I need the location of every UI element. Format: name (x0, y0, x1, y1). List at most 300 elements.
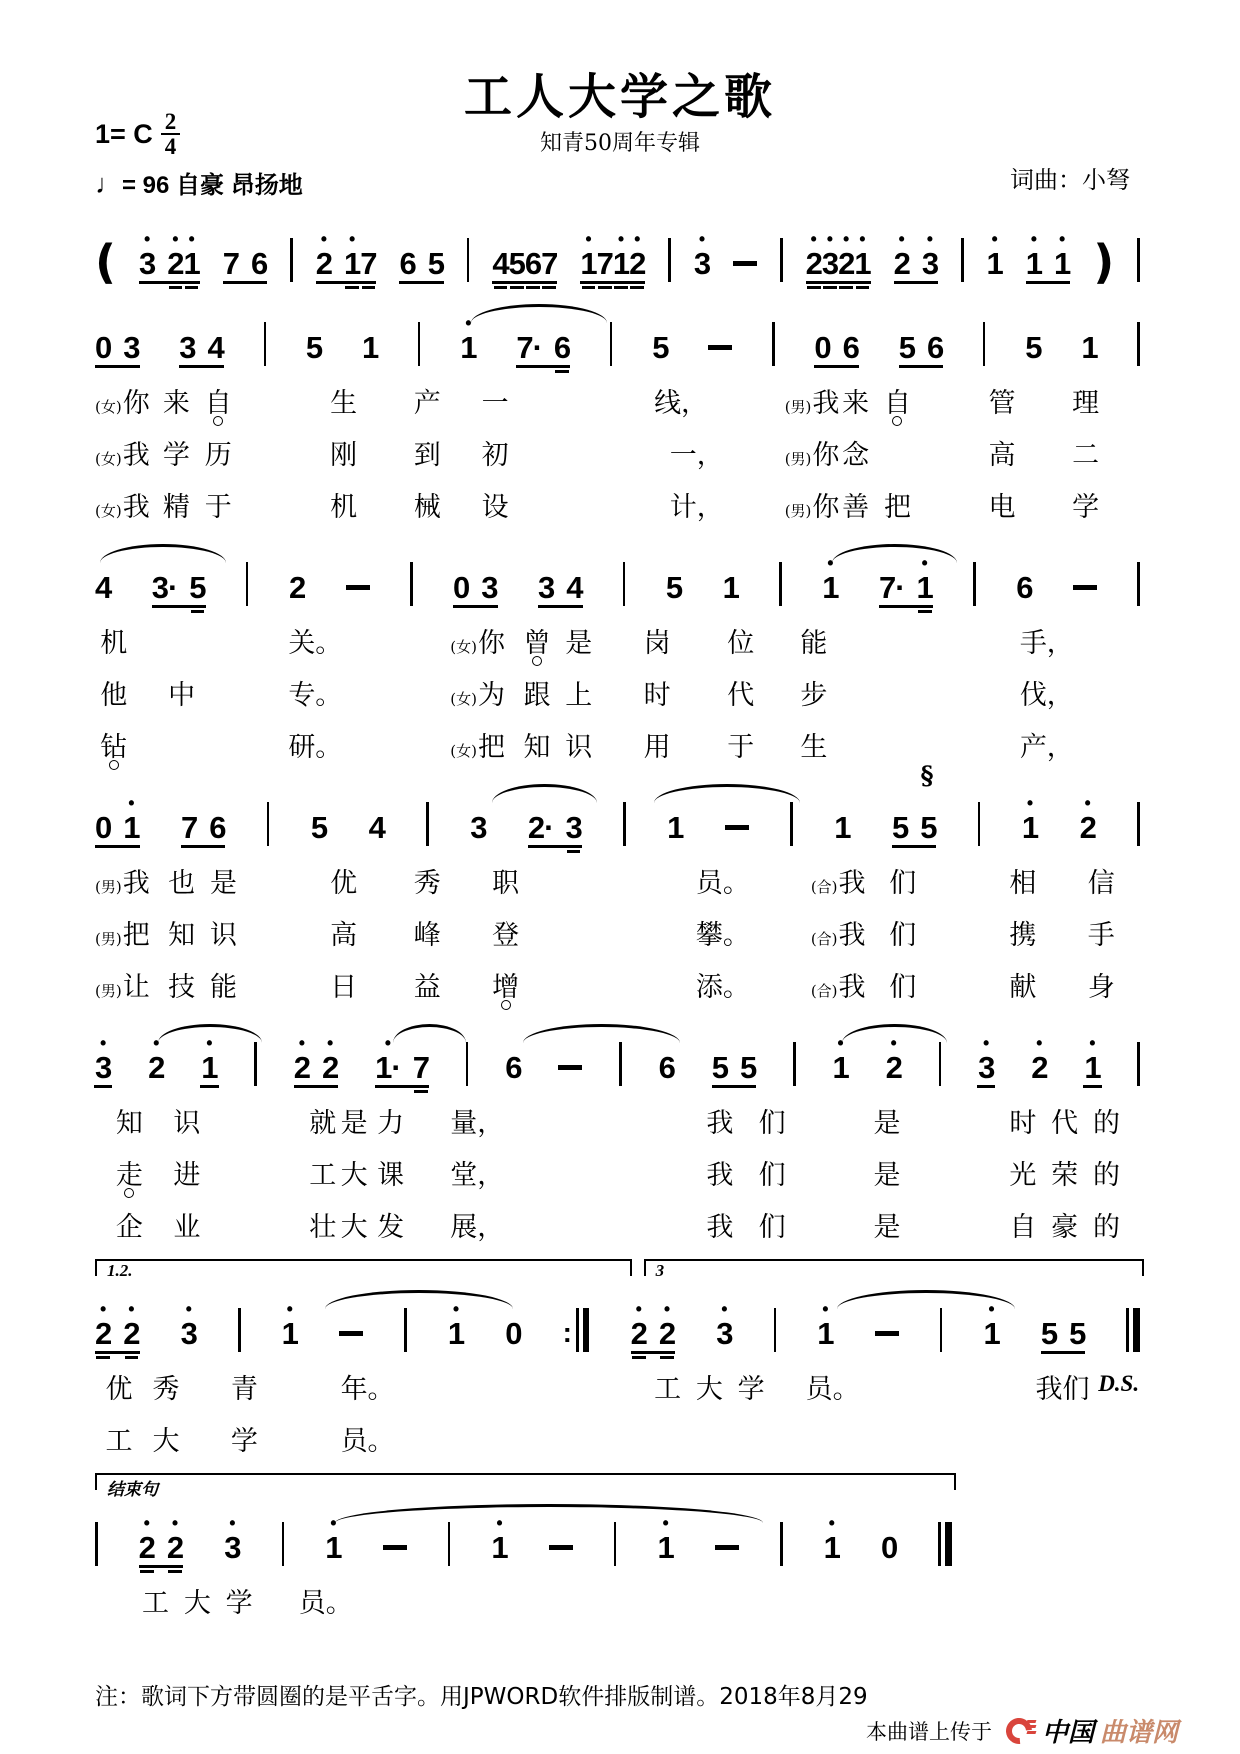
note-digit: 2 (138, 1530, 155, 1565)
lyric-char: 信 (1087, 868, 1115, 899)
beamed-group (516, 318, 570, 373)
note (138, 1513, 155, 1573)
barline (619, 1042, 622, 1086)
note-digit: 6 (1016, 570, 1033, 605)
lyric-char: 献 (1009, 972, 1037, 1003)
lyric-row (95, 1411, 1140, 1463)
volta-bracket (644, 1259, 1144, 1280)
beamed-group (315, 229, 377, 289)
lyric-char: 为 (478, 680, 506, 711)
lyric-syllable (696, 1367, 723, 1406)
note (1021, 793, 1039, 853)
underline-zone (881, 1564, 897, 1573)
note-digit: 1 (722, 570, 739, 605)
lyric-char: 你 (478, 628, 506, 659)
octave-dot: • (452, 1299, 460, 1319)
lyric-syllable (205, 485, 232, 524)
lyric-syllable (1072, 485, 1099, 524)
subtitle: 知青50周年专辑 (540, 131, 700, 156)
lyric-syllable (874, 1101, 901, 1140)
lyric-char: 初 (481, 440, 509, 471)
lyric-char: 上 (565, 680, 593, 711)
note (541, 234, 557, 289)
lyric-char: 历 (204, 440, 232, 471)
octave-dot: • (617, 229, 625, 249)
lyric-char: 识 (209, 920, 237, 951)
octave-dot: • (1026, 793, 1034, 813)
underline-zone (832, 1084, 848, 1093)
lyric-char: 识 (173, 1108, 201, 1139)
lyric-char: 产 (413, 388, 441, 419)
note (460, 313, 477, 373)
barline (1137, 322, 1140, 366)
lyric-char: 我 (122, 868, 150, 899)
note-digit: 1 (1054, 246, 1071, 281)
lyric-syllable (341, 1367, 395, 1406)
lyric-char: 能 (800, 628, 828, 659)
open-paren: ( (95, 235, 117, 289)
lyric-syllable (1093, 1153, 1120, 1192)
octave-dot: • (634, 229, 641, 249)
octave-dot: • (926, 229, 934, 249)
beamed-group (95, 1299, 140, 1359)
underline-zone (413, 1084, 429, 1093)
note-digit: 5 (898, 330, 915, 365)
underline-zone (95, 364, 111, 373)
lyric-char: 力 (377, 1108, 405, 1139)
lyric-syllable (482, 381, 509, 420)
underline-zone (306, 364, 322, 373)
note (123, 318, 139, 373)
underline-zone (1080, 844, 1096, 853)
lyric-syllable (727, 621, 754, 660)
lyric-syllable (1072, 381, 1099, 420)
lyric-syllable (341, 1101, 368, 1140)
lyric-char: 课 (377, 1160, 405, 1191)
lyric-syllable (565, 621, 592, 660)
quarter-note-icon: ♩ (95, 169, 122, 199)
note (838, 229, 855, 289)
lyric-char: 生 (330, 388, 358, 419)
lyric-char: 们 (889, 920, 917, 951)
lyric-syllable (173, 1205, 200, 1244)
underline-zone (325, 1564, 341, 1573)
lyric-syllable (95, 861, 150, 900)
lyric-char: 工 (105, 1426, 133, 1457)
underline-zone (1016, 604, 1032, 613)
octave-dot: • (662, 1513, 669, 1533)
underline-zone (613, 280, 629, 289)
underline-zone (1054, 280, 1070, 289)
note (189, 558, 205, 613)
barline (404, 1308, 407, 1352)
lyric-syllable (168, 861, 195, 900)
lyric-char: 大 (695, 1374, 723, 1405)
lyric-syllable (377, 1101, 404, 1140)
octave-dot: • (837, 1033, 844, 1053)
lyric-syllable (806, 1367, 860, 1406)
note-digit: 0 (881, 1530, 898, 1565)
lyric-row (95, 1093, 1140, 1145)
underline-zone (152, 604, 178, 613)
lyric-char: 学 (737, 1374, 765, 1405)
lyric-char: 工 (309, 1160, 337, 1191)
lyric-char: 们 (758, 1212, 786, 1243)
lyric-char: 的 (1092, 1212, 1120, 1243)
note-digit: 1 (447, 1316, 465, 1351)
lyric-syllable (1051, 1205, 1078, 1244)
lyric-char: 们 (758, 1108, 786, 1139)
close-paren: ) (1093, 235, 1115, 289)
footnote: 注：歌词下方带圆圈的是平舌字。用JPWORD软件排版制谱。2018年8月29 (95, 1684, 868, 1710)
lyric-char: 我 (838, 868, 866, 899)
lyric-syllable (654, 1367, 681, 1406)
note-digit: 3 (123, 330, 140, 365)
barline (264, 322, 267, 366)
lyric-syllable (168, 913, 195, 952)
beamed-group (152, 558, 206, 613)
lyric-char: 钻 (100, 725, 127, 764)
lyric-char: 精 (162, 492, 190, 523)
music-system (95, 761, 1140, 1009)
lyric-char: 是 (565, 628, 593, 659)
underline-zone (123, 364, 139, 373)
underline-zone (659, 1350, 675, 1359)
underline-zone (666, 604, 682, 613)
lyric-syllable (670, 433, 724, 472)
lyric-char: 机 (100, 628, 128, 659)
lyric-char: 我 (706, 1160, 734, 1191)
lyric-syllable (874, 1205, 901, 1244)
lyric-syllable (288, 673, 342, 712)
note (95, 558, 111, 613)
note-digit: 4 (368, 810, 385, 845)
note-digit: 1· (375, 1050, 401, 1085)
lyric-char: 我 (122, 440, 150, 471)
octave-dot: • (635, 1299, 642, 1319)
note-digit: 2 (885, 1050, 902, 1085)
lyric-char: 是 (873, 1108, 901, 1139)
lyric-syllable (116, 1153, 143, 1192)
barline (282, 1522, 285, 1566)
beamed-group (375, 1033, 429, 1093)
barline (1137, 562, 1140, 606)
lyric-syllable (450, 621, 505, 660)
note (658, 1299, 676, 1359)
note-digit: 1 (201, 1050, 218, 1085)
duration-dash (1073, 585, 1097, 590)
lyric-char: 你 (812, 492, 840, 523)
lyric-char: 计， (669, 492, 724, 523)
note-digit: 3 (95, 1050, 112, 1085)
note-digit: 2· (527, 810, 554, 845)
lyric-syllable (1009, 861, 1036, 900)
lyric-syllable (482, 485, 509, 524)
octave-dot: • (1084, 793, 1091, 813)
note (315, 229, 332, 289)
note-digit: 4 (207, 330, 224, 365)
note-digit: 2 (1031, 1050, 1048, 1085)
note (1069, 1304, 1085, 1359)
underline-zone (223, 280, 239, 289)
note-digit: 7 (360, 246, 377, 281)
octave-dot: • (465, 313, 472, 333)
lyric-char: 曾 (523, 621, 550, 660)
lyric-syllable (1009, 1205, 1036, 1244)
duration-dash (733, 261, 757, 266)
note-digit: 7 (180, 810, 198, 845)
barline (410, 562, 413, 606)
note (629, 229, 646, 289)
duration-dash (708, 345, 732, 350)
lyric-syllable (163, 485, 190, 524)
lyric-char: 学 (225, 1588, 253, 1619)
lyric-char: 把 (122, 920, 150, 951)
lyric-char: 善 (842, 492, 870, 523)
note (652, 318, 668, 373)
lyric-char: 登 (492, 920, 520, 951)
lyric-syllable (330, 381, 357, 420)
voice-tag: (合) (810, 930, 838, 948)
beamed-group (538, 558, 583, 613)
note-digit: 1 (983, 1316, 1000, 1351)
beamed-group (399, 234, 444, 289)
underline-zone (894, 280, 910, 289)
octave-dot: • (229, 1513, 236, 1533)
note (447, 1299, 465, 1359)
lyric-char: 豪 (1051, 1212, 1079, 1243)
lyric-char: 是 (340, 1108, 368, 1139)
lyric-char: 他 (100, 680, 128, 711)
lyric-syllable (1009, 913, 1036, 952)
note (492, 234, 508, 289)
lyric-row (95, 665, 1140, 717)
lyric-char: 设 (481, 492, 509, 523)
note (167, 229, 184, 289)
duration-dash (339, 1331, 363, 1336)
lyric-char: 工 (142, 1588, 170, 1619)
note-digit: 1 (491, 1530, 508, 1565)
lyric-syllable (1020, 673, 1074, 712)
lyric-char: 时 (1009, 1108, 1037, 1139)
lyric-char: 携 (1009, 920, 1037, 951)
lyric-char: 伐， (1019, 680, 1074, 711)
note-digit: 3 (821, 246, 839, 281)
lyric-char: 知 (523, 732, 551, 763)
lyric-char: 企 (115, 1212, 143, 1243)
lyric-row (95, 905, 1140, 957)
beamed-group (492, 234, 557, 289)
lyric-char: 量， (450, 1108, 505, 1139)
octave-dot: • (99, 1033, 107, 1053)
lyric-syllable (100, 725, 127, 764)
note (1025, 229, 1043, 289)
lyric-syllable (492, 913, 519, 952)
lyric-char: 机 (330, 492, 358, 523)
lyric-char: 大 (340, 1160, 368, 1191)
barline (1137, 238, 1140, 282)
note-digit: 2 (805, 246, 822, 281)
lyric-char: 增 (492, 965, 519, 1004)
note-digit: 5 (427, 246, 444, 281)
note (612, 229, 630, 289)
lyric-char: 技 (168, 972, 196, 1003)
note-digit: 0 (95, 810, 112, 845)
note-digit: 1 (1081, 330, 1098, 365)
underline-zone (631, 1350, 647, 1359)
note (899, 318, 915, 373)
repeat-dots: : (562, 1317, 572, 1348)
note (716, 1299, 733, 1359)
note-digit: 3 (538, 570, 555, 605)
lyric-syllable (785, 485, 840, 524)
lyric-syllable (100, 621, 127, 660)
bar-thin (576, 1308, 579, 1352)
lyric-syllable (116, 1101, 143, 1140)
underline-zone (920, 844, 936, 853)
lyric-syllable (288, 725, 342, 764)
underline-zone (95, 1350, 111, 1359)
bar-thin (938, 1522, 941, 1566)
note (293, 1033, 310, 1093)
site-logo-icon (1006, 1716, 1036, 1746)
note (208, 318, 224, 373)
note-digit: 2 (95, 1316, 112, 1351)
lyric-char: 日 (330, 972, 358, 1003)
underline-zone (806, 280, 822, 289)
voice-tag: (女) (450, 638, 478, 656)
music-system (95, 1463, 1140, 1625)
octave-dot: • (921, 553, 928, 573)
note (832, 1033, 849, 1093)
bar-thick (1133, 1308, 1140, 1352)
segno-icon: § (920, 761, 934, 790)
note (1025, 318, 1041, 373)
lyric-char: 我 (838, 920, 866, 951)
octave-dot: • (143, 1513, 150, 1533)
lyric-char: 峰 (413, 920, 441, 951)
lyric-char: 是 (873, 1212, 901, 1243)
lyric-syllable (341, 1205, 368, 1244)
note (139, 229, 156, 289)
octave-dot: • (1089, 1033, 1096, 1053)
lyric-syllable (988, 381, 1015, 420)
time-signature (161, 110, 181, 158)
note (1031, 1033, 1048, 1093)
octave-dot: • (384, 1033, 392, 1053)
underline-zone (322, 1084, 338, 1093)
lyric-syllable (152, 1419, 179, 1458)
note (369, 798, 385, 853)
beamed-group (893, 229, 939, 289)
underline-zone (716, 1350, 732, 1359)
note-digit: 4 (95, 570, 112, 605)
lyric-syllable (95, 913, 150, 952)
note-digit: 2 (1079, 810, 1096, 845)
lyric-char: 高 (330, 920, 358, 951)
lyric-char: 员。 (298, 1588, 353, 1619)
octave-dot: • (890, 1033, 897, 1053)
lyric-syllable (1072, 433, 1099, 472)
lyric-syllable (696, 913, 750, 952)
lyric-syllable (565, 725, 592, 764)
note-digit: 2 (322, 1050, 339, 1085)
lyric-char: 我 (812, 388, 840, 419)
lyric-row (95, 1573, 1140, 1625)
beamed-group (181, 798, 226, 853)
note (509, 234, 525, 289)
note-row (95, 1480, 952, 1573)
lyric-syllable (800, 673, 827, 712)
lyric-syllable (706, 1153, 733, 1192)
note-digit: 1 (460, 330, 477, 365)
note (1084, 1033, 1101, 1093)
lyric-char: 关。 (288, 628, 343, 659)
voice-tag: (男) (784, 398, 812, 416)
lyric-char: 理 (1072, 388, 1100, 419)
lyric-syllable (492, 965, 519, 1004)
underline-zone (822, 280, 838, 289)
final-barline (1126, 1308, 1140, 1359)
note-digit: 6 (658, 1050, 675, 1085)
lyric-syllable (105, 1367, 132, 1406)
note-digit: 7 (596, 246, 613, 281)
note-digit: 2 (167, 246, 184, 281)
underline-zone (1025, 364, 1041, 373)
underline-zone (344, 280, 360, 289)
underline-zone (1069, 1350, 1085, 1359)
key-signature (95, 110, 180, 158)
lyric-char: 电 (988, 492, 1016, 523)
note (95, 798, 111, 853)
underline-zone (879, 604, 905, 613)
lyric-char: 来 (162, 388, 190, 419)
underline-zone (892, 844, 908, 853)
barline (418, 322, 421, 366)
header (0, 0, 1240, 205)
underline-zone (814, 364, 830, 373)
underline-zone (139, 280, 155, 289)
lyric-char: 位 (727, 628, 755, 659)
lyric-char: 大 (340, 1212, 368, 1243)
note (95, 1033, 112, 1093)
lyric-char: D.S. (1098, 1371, 1140, 1396)
lyric-char: 二 (1072, 440, 1100, 471)
volta-label: 3 (655, 1261, 665, 1280)
note-digit: 3 (978, 1050, 995, 1085)
note-digit: 6 (553, 330, 571, 365)
lyric-syllable (874, 1153, 901, 1192)
barline (790, 802, 793, 846)
note-digit: 2 (838, 246, 855, 281)
lyric-syllable (231, 1367, 258, 1406)
lyric-syllable (184, 1581, 211, 1620)
lyric-char: 于 (727, 732, 755, 763)
lyric-syllable (205, 433, 232, 472)
lyric-char: 高 (988, 440, 1016, 471)
note-digit: 5 (920, 810, 937, 845)
note-digit: 1 (822, 570, 839, 605)
lyric-row (95, 1359, 1140, 1411)
beamed-group (95, 793, 140, 853)
note-row (95, 313, 1140, 373)
note-digit: 1 (183, 246, 200, 281)
beamed-group (293, 1033, 339, 1093)
underline-zone (917, 604, 933, 613)
beamed-group (805, 229, 871, 289)
lyric-syllable (785, 433, 840, 472)
octave-dot: • (128, 793, 135, 813)
